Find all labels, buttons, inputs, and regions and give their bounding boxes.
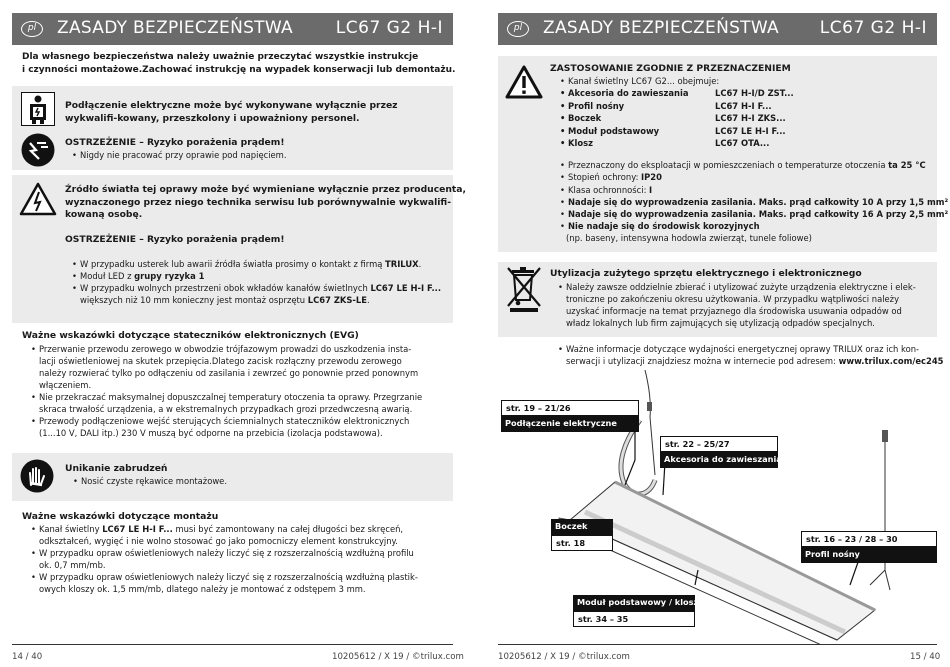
document-reference: 10205612 / X 19 / ©trilux.com [498, 652, 630, 662]
callout-base-module: Moduł podstawowy / klosz str. 34 – 35 [573, 595, 695, 627]
list-item-continuation: lacji oświetleniowej na skutek przepięcia.Dlatego zacisk rozłączny przewodu zerowego [39, 356, 402, 366]
component-model: LC67 LE H-I F... [715, 125, 786, 136]
component-name: • Profil nośny [560, 100, 688, 113]
high-voltage-warning-icon [19, 182, 57, 216]
component-model: LC67 OTA... [715, 138, 770, 148]
crossed-bin-icon [506, 266, 546, 316]
list-item: • W przypadku wolnych przestrzeni obok wkładów kanałów świetlnych LC67 LE H-I F... [72, 282, 441, 294]
no-live-work-icon [21, 133, 55, 167]
disposal-list [558, 281, 916, 329]
list-item-continuation: troniczne po zakończeniu okresu użytkowania. W przypadku wątpliwości należy [566, 294, 900, 304]
language-badge: pl [507, 21, 529, 37]
callout-electrical: str. 19 – 21/26 Podłączenie elektryczne [501, 400, 639, 432]
model-name: LC67 G2 H-I [335, 18, 443, 38]
list-item: • Nadaje się do wyprowadzenia zasilania. Maks. prąd całkowity 16 A przy 2,5 mm² [560, 208, 948, 220]
mount-list [31, 523, 418, 595]
component-name: • Moduł podstawowy [560, 125, 688, 138]
component-model: LC67 H-I/D ZST... [715, 88, 794, 98]
list-item: • Nadaje się do wyprowadzenia zasilania. Maks. prąd całkowity 10 A przy 1,5 mm² [560, 196, 948, 208]
list-item-continuation: owych kloszy ok. 1,5 mm/mb, dlatego należy je montować z odstępem 3 mm. [39, 584, 366, 594]
list-item: • Przewody podłączeniowe wejść sterujących ściemnialnych stateczników elektronicznych [31, 415, 422, 427]
list-item-continuation: należy rozwierać tylko po odłączeniu od zasilania i zewrzeć go ponownie przed ponownym [39, 368, 419, 378]
list-item: • W przypadku opraw oświetleniowych należy liczyć się z rozszerzalnością wzdłużną profilu [31, 547, 418, 559]
light-source-text: Źródło światła tej oprawy może być wymieniane wyłącznie przez producenta, wyznaczonego przez niego technika serwisu lub porównywalnie wykwalifi- kowaną osobę. [65, 184, 467, 221]
list-item-continuation: (1...10 V, DALI itp.) 230 V muszą być odporne na przebicia (izolacja podstawowa). [39, 428, 383, 438]
dirt-title: Unikanie zabrudzeń [65, 463, 168, 474]
page-number: 14 / 40 [12, 652, 43, 662]
footer-rule [498, 644, 937, 645]
list-item-continuation: włączeniem. [39, 380, 92, 390]
electrical-text: Podłączenie elektryczne może być wykonywane wyłącznie przez wykwalifi-kowany, przeszkolony i upoważniony personel. [65, 100, 398, 124]
list-item: • Nie nadaje się do środowisk korozyjnych [560, 220, 948, 232]
energy-info [558, 343, 944, 367]
light-source-list [72, 258, 441, 306]
list-item: • Moduł LED z grupy ryzyka 1 [72, 270, 441, 282]
warning-title: OSTRZEŻENIE – Ryzyko porażenia prądem! [65, 234, 285, 245]
page-header [12, 13, 453, 45]
list-item: • Nie przekraczać maksymalnej dopuszczalnej temperatury otoczenia ta oprawy. Przegrzanie [31, 391, 422, 403]
list-item: • Przeznaczony do eksploatacji w pomieszczeniach o temperaturze otoczenia ta 25 °C [560, 159, 948, 171]
evg-list [31, 343, 422, 439]
list-item-continuation: ok. 0,7 mm/mb. [39, 560, 106, 570]
list-item: • Stopień ochrony: IP20 [560, 171, 948, 183]
warning-triangle-icon [504, 64, 544, 100]
use-specs-list [560, 159, 948, 233]
language-badge: pl [21, 21, 43, 37]
electrician-icon [21, 92, 55, 126]
use-note: (np. baseny, intensywna hodowla zwierząt, tunele foliowe) [566, 233, 812, 243]
list-item: • W przypadku usterek lub awarii źródła światła prosimy o kontakt z firmą TRILUX. [72, 258, 441, 270]
component-name: • Klosz [560, 137, 688, 150]
component-name: • Boczek [560, 112, 688, 125]
warning-list [72, 149, 287, 161]
use-intro [560, 75, 719, 87]
use-title: ZASTOSOWANIE ZGODNIE Z PRZEZNACZENIEM [550, 63, 791, 74]
mount-title: Ważne wskazówki dotyczące montażu [22, 511, 219, 522]
page-title: ZASADY BEZPIECZEŃSTWA [57, 18, 293, 38]
page-title: ZASADY BEZPIECZEŃSTWA [543, 18, 779, 38]
intro-text: Dla własnego bezpieczeństwa należy uważnie przeczytać wszystkie instrukcje i czynności montażowe.Zachować instrukcję na wypadek konserwacji lub demontażu. [22, 52, 456, 75]
disposal-title: Utylizacja zużytego sprzętu elektrycznego i elektronicznego [550, 268, 862, 279]
list-item: • Klasa ochronności: I [560, 184, 948, 196]
list-item: • Kanał świetlny LC67 LE H-I F... musi być zamontowany na całej długości bez skręceń, [31, 523, 418, 535]
list-item: • Ważne informacje dotyczące wydajności energetycznej oprawy TRILUX oraz ich kon- [558, 343, 944, 355]
component-models [715, 87, 794, 150]
component-name: • Akcesoria do zawieszania [560, 87, 688, 100]
component-model: LC67 H-I F... [715, 100, 772, 111]
page-header [498, 13, 937, 45]
gloves-icon [20, 459, 54, 493]
list-item: • Przerwanie przewodu zerowego w obwodzie trójfazowym prowadzi do uszkodzenia insta- [31, 343, 422, 355]
list-item: • Kanał świetlny LC67 G2... obejmuje: [560, 75, 719, 87]
list-item: • Nigdy nie pracować przy oprawie pod napięciem. [72, 149, 287, 161]
warning-title: OSTRZEŻENIE – Ryzyko porażenia prądem! [65, 137, 285, 148]
list-item-continuation: większych niż 10 mm konieczny jest montaż osprzętu LC67 ZKS-LE. [80, 295, 370, 305]
list-item-continuation: władz lokalnych lub firm zajmujących się utylizacją odpadów specjalnych. [566, 318, 875, 328]
list-item: • Nosić czyste rękawice montażowe. [73, 475, 227, 487]
list-item-continuation: uzyskać informacje na temat przyjaznego dla środowiska usuwania odpadów od [566, 306, 902, 316]
page-number: 15 / 40 [910, 652, 941, 662]
list-item-continuation: serwacji i utylizacji znajdziesz można w internecie pod adresem: www.trilux.com/ec245 [566, 356, 944, 366]
list-item: • Należy zawsze oddzielnie zbierać i utylizować zużyte urządzenia elektryczne i elek- [558, 281, 916, 293]
callout-support-profile: str. 16 – 23 / 28 – 30 Profil nośny [801, 531, 937, 563]
evg-title: Ważne wskazówki dotyczące stateczników elektronicznych (EVG) [22, 330, 359, 341]
right-page [475, 0, 950, 667]
footer-rule [12, 644, 453, 645]
callout-end-cap: Boczek str. 18 [551, 519, 613, 551]
model-name: LC67 G2 H-I [819, 18, 927, 38]
component-list [560, 87, 688, 150]
document-reference: 10205612 / X 19 / ©trilux.com [332, 652, 464, 662]
list-item: • W przypadku opraw oświetleniowych należy liczyć się z rozszerzalnością wzdłużną plastik- [31, 571, 418, 583]
callout-suspension: str. 22 – 25/27 Akcesoria do zawieszania [660, 436, 778, 468]
list-item-continuation: odkształceń, wygięć i nie wolno stosować go jako pomocniczy element konstrukcyjny. [39, 536, 398, 546]
list-item-continuation: skraca trwałość urządzenia, a w ekstremalnych przypadkach grozi przedwczesną awarią. [39, 404, 413, 414]
component-model: LC67 H-I ZKS... [715, 113, 786, 123]
dirt-list [73, 475, 227, 487]
